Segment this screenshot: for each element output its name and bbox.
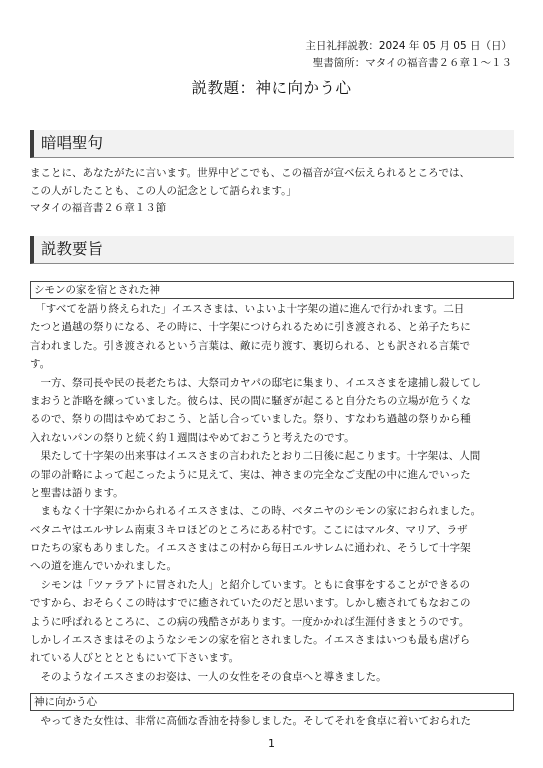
- memory-verse-text: [30, 165, 518, 218]
- body-line: まおうと詐略を練っていました。彼らは、民の間に騒ぎが起こると自分たちの立場が危うくな: [30, 394, 471, 407]
- summary-heading-label: 説教要旨: [41, 240, 104, 258]
- body-line: れている人びとととともにいて下さいます。: [30, 652, 240, 665]
- summary-heading: [30, 236, 514, 264]
- body-line: ですから、おそらくこの時はすでに癒されていたのだと思います。しかし癒されてもなおこの: [30, 597, 471, 610]
- body-line: シモンは「ツァラアトに冒された人」と紹介しています。ともに食事をすることができるの: [30, 578, 471, 591]
- sermon-date: 主日礼拝説教：2024 年 05 月 05 日（日）: [305, 40, 512, 52]
- body-line: たつと過越の祭りになる、その時に、十字架につけられるために引き渡される、と弟子たちに: [30, 321, 471, 334]
- heading-bar: [34, 130, 514, 157]
- memory-verse-line: まことに、あなたがたに言います。世界中どこでも、この福音が宣べ伝えられるところでは、: [30, 167, 471, 179]
- body-line: への道を進んでいかれました。: [30, 560, 177, 573]
- body-line: ロたちの家もありました。イエスさまはこの村から毎日エルサレムに通われ、そうして十字架: [30, 542, 471, 555]
- body-line: 入れないパンの祭りと続く約１週間はやめておこうと考えたのです。: [30, 431, 355, 444]
- subsection-body: [30, 300, 518, 686]
- body-line: の罪の計略によって起こったように見えて、実は、神さまの完全なご支配の中に進んでいった: [30, 468, 471, 481]
- body-line: ように呼ばれるところに、この病の残酷さがあります。一度かかれば生涯付きまとうのです。: [30, 615, 470, 628]
- body-line: そのようなイエスさまのお姿は、一人の女性をその食卓へと導きました。: [30, 670, 387, 683]
- body-line: 言われました。引き渡されるという言葉は、敵に売り渡す、裏切られる、とも訳される言葉で: [30, 339, 471, 352]
- body-line: 「すべてを語り終えられた」イエスさまは、いよいよ十字架の道に進んで行かれます。二日: [30, 303, 465, 315]
- body-line: しかしイエスさまはそのようなシモンの家を宿とされました。イエスさまはいつも最も虐げら: [30, 634, 471, 647]
- body-line: るので、祭りの間はやめておこう、と話し合っていました。祭り、すなわち過越の祭りから種: [30, 413, 471, 426]
- header-meta: [305, 38, 512, 72]
- body-line: す。: [30, 358, 51, 371]
- memory-verse-heading-label: 暗唱聖句: [41, 134, 104, 152]
- body-line: 果たして十字架の出来事はイエスさまの言われたとおり二日後に起こります。十字架は、人間: [30, 450, 481, 463]
- body-line: やってきた女性は、非常に高価な香油を持参しました。そしてそれを食卓に着いておられた: [30, 715, 471, 727]
- page-number: 1: [268, 737, 275, 750]
- subsection-title: シモンの家を宿とされた神: [30, 281, 514, 299]
- body-line: と聖書は語ります。: [30, 486, 124, 499]
- sermon-title: 説教題：神に向かう心: [191, 79, 352, 97]
- body-line: 一方、祭司長や民の長老たちは、大祭司カヤパの邸宅に集まり、イエスさまを逮捕し殺してし: [30, 376, 482, 389]
- scripture-reference: 聖書箇所：マタイの福音書２６章１～１３: [312, 57, 512, 69]
- memory-verse-line: この人がしたことも、この人の記念として語られます。」: [30, 184, 297, 197]
- heading-bar: [34, 236, 514, 263]
- memory-verse-citation: マタイの福音書２６章１３節: [30, 202, 167, 214]
- body-line: ベタニヤはエルサレム南東３キロほどのところにある村です。ここにはマルタ、マリア、ラザ: [30, 523, 468, 536]
- memory-verse-heading: [30, 130, 514, 158]
- subsection-title: 神に向かう心: [30, 693, 514, 711]
- body-line: まもなく十字架にかかられるイエスさまは、この時、ベタニヤのシモンの家におられました。: [30, 505, 482, 518]
- subsection-body: [30, 712, 518, 730]
